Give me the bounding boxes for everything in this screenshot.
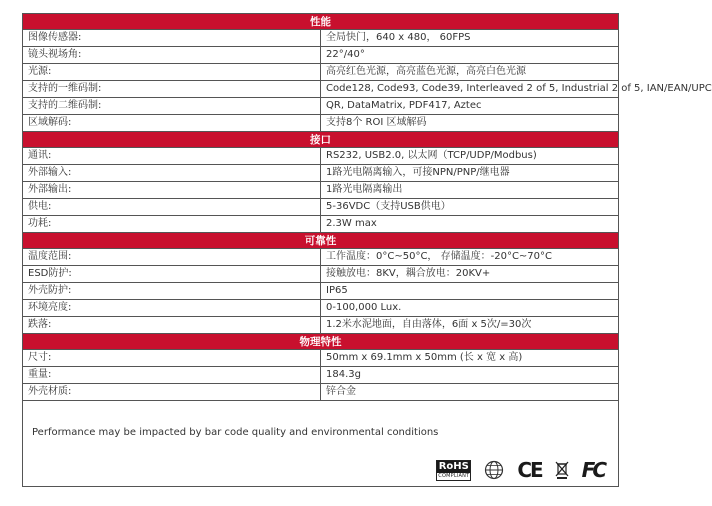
section-header: [23, 132, 618, 148]
spec-value: 接触放电：8KV，耦合放电：20KV+: [321, 266, 619, 283]
spec-row: [23, 115, 618, 132]
spec-value: 1路光电隔离输出: [321, 182, 619, 199]
spec-row: [23, 350, 618, 367]
spec-table: [23, 14, 712, 401]
section-title: 物理特性: [23, 334, 618, 350]
weee-bin-icon: [555, 460, 569, 480]
section-header: [23, 14, 618, 30]
spec-sheet: [22, 13, 712, 487]
spec-row: [23, 199, 618, 216]
spec-value: 工作温度：0°C~50°C， 存储温度：-20°C~70°C: [321, 249, 619, 266]
spec-label: 尺寸:: [23, 350, 321, 367]
spec-row: [23, 47, 618, 64]
spec-value: 锌合金: [321, 384, 619, 401]
spec-value: 0-100,000 Lux.: [321, 300, 619, 317]
spec-row: [23, 384, 618, 401]
spec-value: Code128, Code93, Code39, Interleaved 2 of 5, Industrial 2 of 5, IAN/EAN/UPC: [321, 81, 619, 98]
spec-label: 镜头视场角:: [23, 47, 321, 64]
spec-row: [23, 266, 618, 283]
spec-value: 1路光电隔离输入，可接NPN/PNP/继电器: [321, 165, 619, 182]
spec-label: 图像传感器:: [23, 30, 321, 47]
spec-row: [23, 165, 618, 182]
spec-value: QR, DataMatrix, PDF417, Aztec: [321, 98, 619, 115]
spec-label: 外部输出:: [23, 182, 321, 199]
footnote: Performance may be impacted by bar code quality and environmental conditions: [32, 427, 439, 438]
spec-value: 184.3g: [321, 367, 619, 384]
ce-mark: CE: [517, 458, 542, 482]
rohs-logo-text: RoHS: [438, 460, 469, 472]
spec-label: 支持的二维码制:: [23, 98, 321, 115]
spec-label: 通讯:: [23, 148, 321, 165]
spec-value: 全局快门，640 x 480， 60FPS: [321, 30, 619, 47]
spec-value: 2.3W max: [321, 216, 619, 233]
spec-row: [23, 283, 618, 300]
spec-row: [23, 216, 618, 233]
rohs-logo: [436, 460, 471, 481]
spec-row: [23, 300, 618, 317]
section-title: 性能: [23, 14, 618, 30]
spec-row: [23, 182, 618, 199]
spec-row: [23, 30, 618, 47]
spec-label: 外部输入:: [23, 165, 321, 182]
globe-icon: [484, 460, 504, 480]
section-header: [23, 233, 618, 249]
spec-row: [23, 64, 618, 81]
spec-label: 光源:: [23, 64, 321, 81]
spec-value: 5-36VDC（支持USB供电）: [321, 199, 619, 216]
spec-value: 高亮红色光源，高亮蓝色光源，高亮白色光源: [321, 64, 619, 81]
spec-label: 外壳防护:: [23, 283, 321, 300]
spec-value: 支持8个 ROI 区域解码: [321, 115, 619, 132]
spec-label: 环境亮度:: [23, 300, 321, 317]
spec-label: ESD防护:: [23, 266, 321, 283]
spec-label: 外壳材质:: [23, 384, 321, 401]
section-title: 接口: [23, 132, 618, 148]
spec-label: 区域解码:: [23, 115, 321, 132]
section-title: 可靠性: [23, 233, 618, 249]
spec-value: RS232, USB2.0, 以太网（TCP/UDP/Modbus): [321, 148, 619, 165]
spec-label: 支持的一维码制:: [23, 81, 321, 98]
spec-label: 功耗:: [23, 216, 321, 233]
spec-label: 跌落:: [23, 317, 321, 334]
spec-row: [23, 367, 618, 384]
spec-value: IP65: [321, 283, 619, 300]
spec-value: 22°/40°: [321, 47, 619, 64]
spec-row: [23, 249, 618, 266]
spec-value: 1.2米水泥地面，自由落体，6面 x 5次/=30次: [321, 317, 619, 334]
spec-label: 温度范围:: [23, 249, 321, 266]
fcc-mark: FC: [581, 458, 604, 482]
spec-value: 50mm x 69.1mm x 50mm (长 x 宽 x 高): [321, 350, 619, 367]
spec-row: [23, 317, 618, 334]
rohs-compliant-text: COMPLIANT: [438, 472, 470, 479]
spec-row: [23, 148, 618, 165]
certification-logos: [436, 458, 604, 482]
section-header: [23, 334, 618, 350]
spec-label: 重量:: [23, 367, 321, 384]
spec-label: 供电:: [23, 199, 321, 216]
spec-row: [23, 98, 618, 115]
spec-row: [23, 81, 618, 98]
